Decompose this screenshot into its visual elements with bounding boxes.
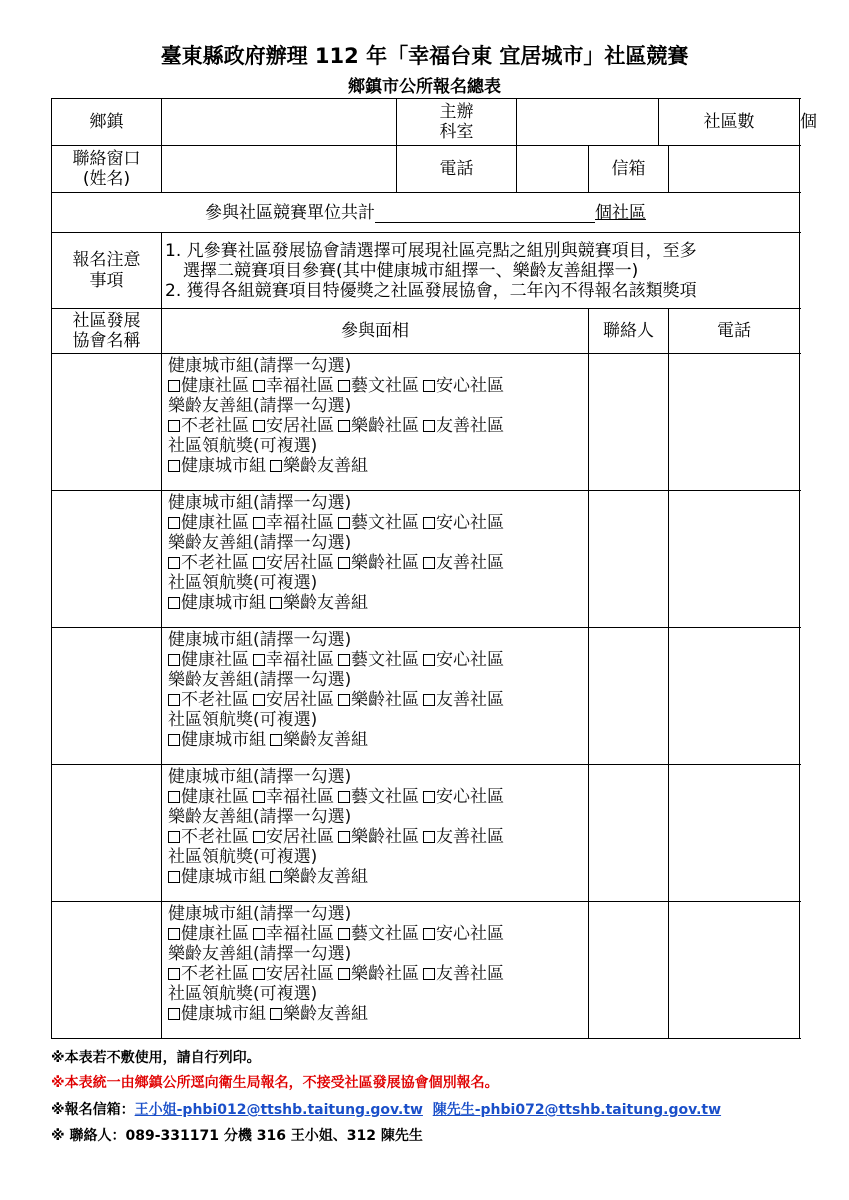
total-suffix: 個社區 (595, 202, 647, 223)
page-title: 臺東縣政府辦理 112 年「幸福台東 宜居城市」社區競賽 (160, 44, 689, 68)
checkbox-label: 樂齡社區 (351, 827, 419, 847)
checkbox[interactable] (270, 597, 282, 609)
checkbox[interactable] (423, 928, 435, 940)
form-row-township (52, 99, 800, 146)
association-name-cell[interactable] (52, 354, 162, 491)
group-leadership-award-options (168, 867, 588, 887)
table-row (52, 491, 800, 628)
checkbox[interactable] (270, 1008, 282, 1020)
group-senior-friendly-label: 樂齡友善組(請擇一勾選) (168, 807, 352, 827)
group-health-city-label: 健康城市組(請擇一勾選) (168, 356, 352, 376)
checkbox[interactable] (168, 597, 180, 609)
checkbox-label: 安心社區 (436, 650, 504, 670)
checkbox-label: 藝文社區 (351, 513, 419, 533)
checkbox-label: 安心社區 (436, 513, 504, 533)
group-health-city-label: 健康城市組(請擇一勾選) (168, 493, 352, 513)
group-leadership-award-label: 社區領航獎(可複選) (168, 436, 318, 456)
checkbox-label: 安居社區 (266, 827, 334, 847)
table-row (52, 765, 800, 902)
checkbox[interactable] (168, 654, 180, 666)
contact-phone-cell[interactable] (669, 902, 800, 1039)
checkbox-label: 樂齡友善組 (283, 456, 368, 476)
checkbox-label: 不老社區 (181, 553, 249, 573)
contact-person-cell[interactable] (589, 354, 669, 491)
checkbox-label: 樂齡友善組 (283, 1004, 368, 1024)
contact-window-label: 聯絡窗口 (姓名) (52, 146, 162, 193)
group-health-city-label: 健康城市組(請擇一勾選) (168, 904, 352, 924)
group-leadership-award-label: 社區領航獎(可複選) (168, 984, 318, 1004)
checkbox-label: 藝文社區 (351, 924, 419, 944)
checkbox-label: 樂齡友善組 (283, 593, 368, 613)
checkbox-label: 安居社區 (266, 553, 334, 573)
contact-person-cell[interactable] (589, 491, 669, 628)
notes-label: 報名注意 事項 (52, 233, 162, 309)
checkbox[interactable] (253, 791, 265, 803)
total-count-blank[interactable] (375, 204, 595, 223)
checkbox-label: 健康城市組 (181, 867, 266, 887)
note-item-1-line2: 選擇二競賽項目參賽(其中健康城市組擇一、樂齡友善組擇一) (183, 260, 639, 281)
checkbox-label: 不老社區 (181, 690, 249, 710)
registration-form-table (51, 98, 818, 1039)
checkbox-label: 健康社區 (181, 924, 249, 944)
total-prefix: 參與社區競賽單位共計 (205, 202, 376, 223)
form-row-contact (52, 146, 800, 193)
group-senior-friendly-label: 樂齡友善組(請擇一勾選) (168, 944, 352, 964)
checkbox[interactable] (168, 871, 180, 883)
checkbox[interactable] (168, 968, 180, 980)
facet-selection-cell (162, 902, 589, 1039)
checkbox[interactable] (338, 694, 350, 706)
email-label: 信箱 (589, 146, 669, 193)
form-row-notes (52, 233, 800, 309)
group-senior-friendly-options (168, 553, 588, 573)
footer-note-registration: ※本表統一由鄉鎮公所逕向衛生局報名，不接受社區發展協會個別報名。 (51, 1075, 499, 1091)
checkbox-label: 幸福社區 (266, 650, 334, 670)
group-senior-friendly-label: 樂齡友善組(請擇一勾選) (168, 396, 352, 416)
email-prefix: ※報名信箱： (51, 1102, 135, 1118)
checkbox-label: 安居社區 (266, 690, 334, 710)
checkbox-label: 健康城市組 (181, 593, 266, 613)
header-contact: 聯絡人 (589, 309, 669, 354)
checkbox[interactable] (338, 968, 350, 980)
checkbox-label: 健康城市組 (181, 1004, 266, 1024)
checkbox[interactable] (423, 420, 435, 432)
group-senior-friendly-label: 樂齡友善組(請擇一勾選) (168, 533, 352, 553)
checkbox-label: 安居社區 (266, 964, 334, 984)
checkbox-label: 不老社區 (181, 964, 249, 984)
group-senior-friendly-options (168, 416, 588, 436)
checkbox[interactable] (253, 694, 265, 706)
checkbox-label: 樂齡社區 (351, 964, 419, 984)
phone-input-cell[interactable] (517, 146, 589, 193)
checkbox-label: 藝文社區 (351, 787, 419, 807)
group-health-city-options (168, 513, 588, 533)
checkbox-label: 幸福社區 (266, 513, 334, 533)
group-leadership-award-options (168, 593, 588, 613)
header-association: 社區發展 協會名稱 (52, 309, 162, 354)
contact-phone-cell[interactable] (669, 765, 800, 902)
contact-phone-cell[interactable] (669, 354, 800, 491)
list-header-row (52, 309, 800, 354)
contact-person-cell[interactable] (589, 628, 669, 765)
checkbox[interactable] (338, 517, 350, 529)
checkbox[interactable] (168, 928, 180, 940)
checkbox-label: 藝文社區 (351, 376, 419, 396)
checkbox[interactable] (423, 791, 435, 803)
checkbox[interactable] (253, 557, 265, 569)
checkbox-label: 健康社區 (181, 787, 249, 807)
checkbox-label: 幸福社區 (266, 376, 334, 396)
checkbox[interactable] (253, 420, 265, 432)
checkbox-label: 健康社區 (181, 650, 249, 670)
checkbox[interactable] (168, 420, 180, 432)
facet-selection-cell (162, 628, 589, 765)
checkbox[interactable] (423, 380, 435, 392)
checkbox[interactable] (423, 517, 435, 529)
checkbox-label: 安心社區 (436, 924, 504, 944)
phone-label: 電話 (397, 146, 517, 193)
footer-email-line (51, 1101, 721, 1119)
header-facets: 參與面相 (162, 309, 589, 354)
checkbox[interactable] (253, 831, 265, 843)
township-label: 鄉鎮 (52, 99, 162, 146)
checkbox-label: 友善社區 (436, 416, 504, 436)
facet-selection-cell (162, 354, 589, 491)
contact-phone-cell[interactable] (669, 628, 800, 765)
checkbox-label: 幸福社區 (266, 924, 334, 944)
contact-window-input-cell[interactable] (162, 146, 397, 193)
checkbox-label: 不老社區 (181, 416, 249, 436)
group-leadership-award-options (168, 1004, 588, 1024)
checkbox-label: 幸福社區 (266, 787, 334, 807)
group-health-city-options (168, 650, 588, 670)
group-health-city-options (168, 376, 588, 396)
checkbox-label: 樂齡友善組 (283, 867, 368, 887)
checkbox[interactable] (423, 557, 435, 569)
checkbox[interactable] (253, 380, 265, 392)
checkbox[interactable] (168, 694, 180, 706)
form-row-total (52, 193, 800, 233)
group-health-city-options (168, 787, 588, 807)
association-name-cell[interactable] (52, 902, 162, 1039)
checkbox-label: 樂齡社區 (351, 416, 419, 436)
checkbox[interactable] (253, 928, 265, 940)
checkbox[interactable] (168, 734, 180, 746)
group-leadership-award-label: 社區領航獎(可複選) (168, 710, 318, 730)
checkbox[interactable] (253, 517, 265, 529)
group-health-city-options (168, 924, 588, 944)
checkbox-label: 友善社區 (436, 827, 504, 847)
checkbox[interactable] (168, 557, 180, 569)
checkbox-label: 健康社區 (181, 376, 249, 396)
checkbox[interactable] (270, 460, 282, 472)
checkbox-label: 樂齡社區 (351, 553, 419, 573)
checkbox[interactable] (338, 791, 350, 803)
association-name-cell[interactable] (52, 765, 162, 902)
township-input-cell[interactable] (162, 99, 397, 146)
checkbox[interactable] (423, 831, 435, 843)
checkbox[interactable] (423, 968, 435, 980)
contact-person-cell[interactable] (589, 902, 669, 1039)
group-leadership-award-label: 社區領航獎(可複選) (168, 847, 318, 867)
table-row (52, 354, 800, 491)
note-item-2: 2. 獲得各組競賽項目特優獎之社區發展協會，二年內不得報名該類獎項 (165, 280, 697, 301)
checkbox-label: 不老社區 (181, 827, 249, 847)
checkbox-label: 樂齡社區 (351, 690, 419, 710)
checkbox[interactable] (168, 380, 180, 392)
checkbox-label: 健康社區 (181, 513, 249, 533)
checkbox-label: 樂齡友善組 (283, 730, 368, 750)
checkbox[interactable] (338, 380, 350, 392)
note-item-1-line1: 1. 凡參賽社區發展協會請選擇可展現社區亮點之組別與競賽項目，至多 (165, 240, 697, 261)
footer-contact-line: ※ 聯絡人：089-331171 分機 316 王小姐、312 陳先生 (51, 1128, 423, 1144)
community-count-label: 社區數 (659, 99, 800, 146)
checkbox-label: 健康城市組 (181, 456, 266, 476)
facet-selection-cell (162, 491, 589, 628)
checkbox[interactable] (338, 420, 350, 432)
checkbox-label: 藝文社區 (351, 650, 419, 670)
checkbox[interactable] (338, 557, 350, 569)
group-health-city-label: 健康城市組(請擇一勾選) (168, 630, 352, 650)
checkbox-label: 友善社區 (436, 964, 504, 984)
checkbox-label: 安心社區 (436, 376, 504, 396)
page-subtitle: 鄉鎮市公所報名總表 (348, 77, 501, 97)
contact-phone-cell[interactable] (669, 491, 800, 628)
count-unit: 個 (800, 112, 818, 132)
checkbox[interactable] (168, 1008, 180, 1020)
notes-content (162, 233, 800, 309)
checkbox[interactable] (423, 654, 435, 666)
contact-person-cell[interactable] (589, 765, 669, 902)
facet-selection-cell (162, 765, 589, 902)
office-input-cell[interactable] (517, 99, 659, 146)
checkbox-label: 安居社區 (266, 416, 334, 436)
association-name-cell[interactable] (52, 491, 162, 628)
group-health-city-label: 健康城市組(請擇一勾選) (168, 767, 352, 787)
checkbox[interactable] (168, 460, 180, 472)
checkbox[interactable] (253, 968, 265, 980)
group-senior-friendly-options (168, 690, 588, 710)
email-link-wang[interactable]: 王小姐-phbi012@ttshb.taitung.gov.tw (134, 1102, 423, 1118)
total-communities-cell (52, 193, 800, 233)
table-row (52, 628, 800, 765)
checkbox[interactable] (338, 654, 350, 666)
checkbox[interactable] (338, 831, 350, 843)
checkbox[interactable] (338, 928, 350, 940)
checkbox[interactable] (168, 517, 180, 529)
checkbox[interactable] (270, 871, 282, 883)
email-input-cell[interactable] (669, 146, 800, 193)
email-link-chen[interactable]: 陳先生-phbi072@ttshb.taitung.gov.tw (432, 1102, 722, 1118)
checkbox[interactable] (168, 831, 180, 843)
footer-note-print: ※本表若不敷使用，請自行列印。 (51, 1050, 261, 1066)
table-row (52, 902, 800, 1039)
checkbox[interactable] (270, 734, 282, 746)
checkbox-label: 友善社區 (436, 690, 504, 710)
association-name-cell[interactable] (52, 628, 162, 765)
checkbox[interactable] (253, 654, 265, 666)
group-senior-friendly-options (168, 827, 588, 847)
header-phone: 電話 (669, 309, 800, 354)
checkbox-label: 安心社區 (436, 787, 504, 807)
checkbox[interactable] (168, 791, 180, 803)
checkbox-label: 友善社區 (436, 553, 504, 573)
group-leadership-award-options (168, 730, 588, 750)
checkbox-label: 健康城市組 (181, 730, 266, 750)
group-senior-friendly-options (168, 964, 588, 984)
group-leadership-award-options (168, 456, 588, 476)
checkbox[interactable] (423, 694, 435, 706)
office-label: 主辦 科室 (397, 99, 517, 146)
group-leadership-award-label: 社區領航獎(可複選) (168, 573, 318, 593)
group-senior-friendly-label: 樂齡友善組(請擇一勾選) (168, 670, 352, 690)
